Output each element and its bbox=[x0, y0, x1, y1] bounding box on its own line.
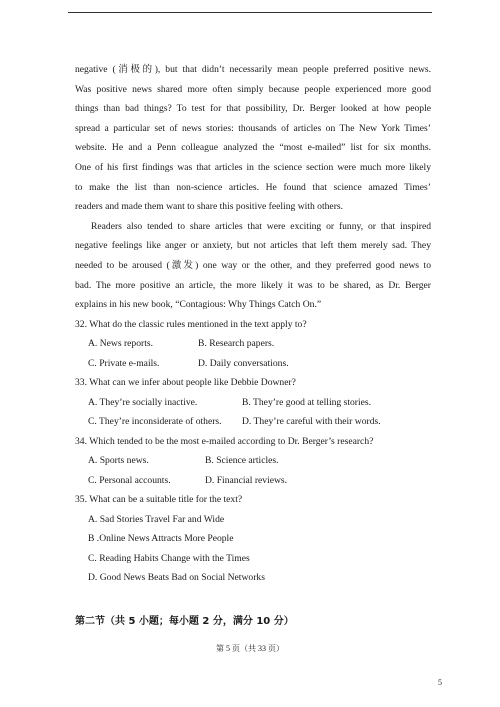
header-rule bbox=[68, 12, 432, 13]
q32-option-d: D. Daily conversations. bbox=[198, 357, 289, 369]
passage-line: explains in his new book, “Contagious: Why Things Catch On.” bbox=[75, 299, 322, 311]
q32-option-c: C. Private e-mails. bbox=[88, 357, 160, 369]
passage-line: One of his first findings was that articles in the science section were much more likely bbox=[75, 161, 431, 173]
q33-option-c: C. They’re inconsiderate of others. bbox=[88, 416, 222, 428]
page-content bbox=[75, 60, 431, 588]
q32-option-a: A. News reports. bbox=[88, 338, 154, 350]
passage-line: bad. The more positive an article, the more likely it was to be shared, as Dr. Berger bbox=[75, 279, 431, 291]
q34-options-row-2 bbox=[75, 471, 431, 491]
question-32: 32. What do the classic rules mentioned in the text apply to? bbox=[75, 318, 307, 330]
section-title: 第二节（共 5 小题；每小题 2 分，满分 10 分） bbox=[75, 616, 294, 627]
q34-option-c: C. Personal accounts. bbox=[88, 474, 171, 486]
q32-options-row-2 bbox=[75, 354, 431, 374]
passage-line: readers and made them want to share this positive feeling with others. bbox=[75, 201, 344, 213]
passage-line: Readers also tended to share articles that were exciting or funny, or that inspired bbox=[91, 220, 431, 232]
passage-line: things than bad things? To test for that possibility, Dr. Berger looked at how people bbox=[75, 103, 431, 115]
q35-option-a: A. Sad Stories Travel Far and Wide bbox=[88, 513, 225, 525]
passage-line: negative (消极的), but that didn’t necessarily mean people preferred positive news. bbox=[75, 64, 431, 75]
q33-options-row-1 bbox=[75, 393, 431, 413]
question-33: 33. What can we infer about people like Debbie Downer? bbox=[75, 377, 296, 389]
q34-option-a: A. Sports news. bbox=[88, 455, 149, 467]
question-35: 35. What can be a suitable title for the text? bbox=[75, 494, 243, 506]
passage-line: negative feelings like anger or anxiety, but not articles that left them merely sad. They bbox=[75, 240, 431, 252]
question-34: 34. Which tended to be the most e-mailed according to Dr. Berger’s research? bbox=[75, 435, 374, 447]
passage-line: needed to be aroused (激发) one way or the other, and they preferred good news to bbox=[75, 259, 431, 271]
passage-paragraph-1 bbox=[75, 60, 431, 217]
q34-options-row-1 bbox=[75, 451, 431, 471]
q33-options-row-2 bbox=[75, 412, 431, 432]
q35-option-c: C. Reading Habits Change with the Times bbox=[88, 552, 250, 564]
passage-line: spread a particular set of news stories: thousands of articles on The New York Times’ bbox=[75, 122, 431, 134]
q34-option-b: B. Science articles. bbox=[205, 455, 279, 467]
passage-paragraph-2 bbox=[75, 217, 431, 315]
page-footer: 第 5 页（共 33 页） bbox=[216, 644, 284, 653]
passage-line: website. He and a Penn colleague analyzed the “most e-mailed” list for six months. bbox=[75, 142, 431, 154]
q33-option-a: A. They’re socially inactive. bbox=[88, 396, 198, 408]
q34-option-d: D. Financial reviews. bbox=[205, 474, 288, 486]
q32-options-row-1 bbox=[75, 334, 431, 354]
q32-option-b: B. Research papers. bbox=[198, 338, 275, 350]
page-number: 5 bbox=[438, 678, 442, 687]
q33-option-b: B. They’re good at telling stories. bbox=[242, 396, 372, 408]
passage-line: to make the list than non-science articles. He found that science amazed Times’ bbox=[75, 181, 431, 193]
q35-option-b: B .Online News Attracts More People bbox=[88, 533, 234, 545]
q33-option-d: D. They’re careful with their words. bbox=[242, 416, 381, 428]
q35-option-d: D. Good News Beats Bad on Social Networks bbox=[88, 572, 265, 584]
passage-line: Was positive news shared more often simply because people experienced more good bbox=[75, 83, 431, 95]
